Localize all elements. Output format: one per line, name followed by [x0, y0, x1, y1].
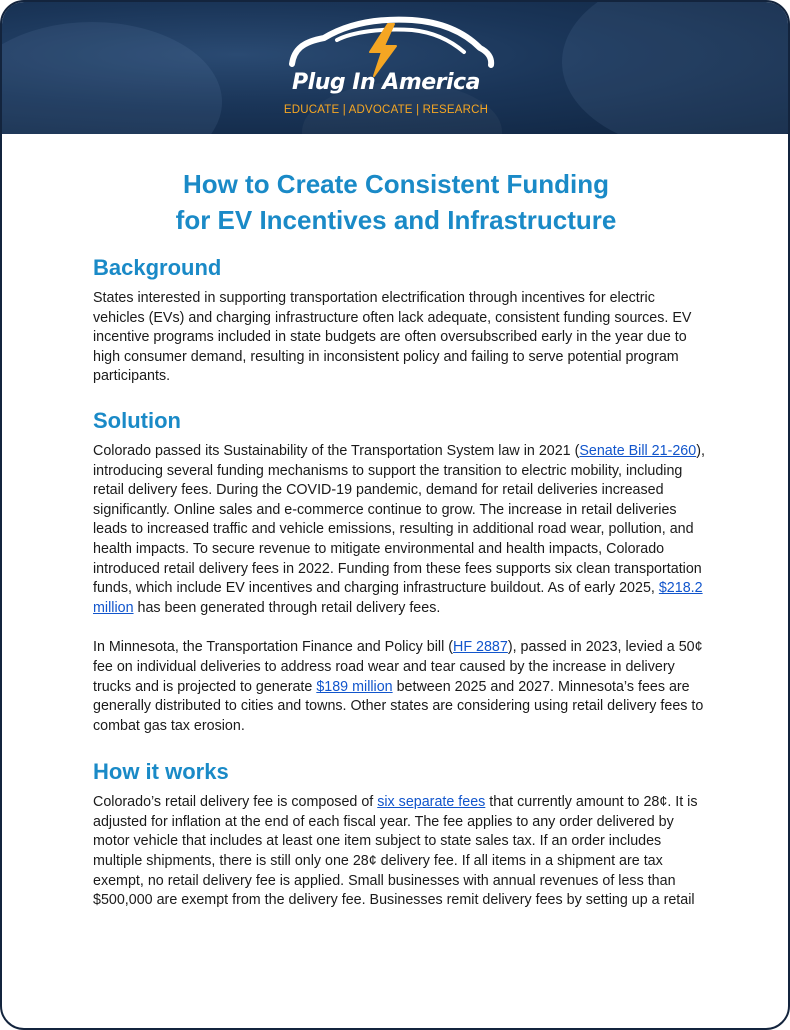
how-it-works-paragraph: [93, 793, 709, 911]
text-run: Colorado passed its Sustainability of the Transportation System law in 2021 (: [93, 442, 580, 459]
minnesota-revenue-link[interactable]: $189 million: [316, 678, 393, 695]
background-heading: Background: [93, 255, 222, 280]
text-run: that currently amount to 28¢. It is adjusted for inflation at the end of each fiscal year. The fee applies to any order delivered by motor vehicle that includes at least one item subject to state sales tax. If an order includes multiple shipments, there is still only one 28¢ delivery fee. If all items in a shipment are tax exempt, no retail delivery fee is applied. Small businesses with annual revenues of less than $500,000 are exempt from the delivery fee. Businesses remit delivery fees by setting up a retail: [93, 794, 698, 909]
background-paragraph: States interested in supporting transportation electrification through incentives for electric vehicles (EVs) and charging infrastructure often lack adequate, consistent funding sources. EV incentive programs included in state budgets are often oversubscribed early in the year due to high consumer demand, resulting in inconsistent policy and failing to serve potential program participants.: [93, 290, 692, 385]
header-banner: [2, 2, 788, 134]
senate-bill-link[interactable]: Senate Bill 21-260: [579, 442, 697, 459]
text-run: In Minnesota, the Transportation Finance and Policy bill (: [93, 639, 453, 656]
title-line-2: for EV Incentives and Infrastructure: [175, 205, 617, 235]
page-title: [93, 166, 699, 238]
text-run: has been generated through retail delivery fees.: [133, 599, 441, 616]
text-run: between 2025 and 2027. Minnesota’s fees are generally distributed to cities and towns. Other states are considering using retail delivery fees to combat gas tax erosion.: [93, 678, 704, 734]
document-body: [93, 166, 709, 911]
solution-paragraph-1: [93, 442, 709, 618]
hf-2887-link[interactable]: HF 2887: [453, 639, 508, 656]
solution-paragraph-2: [93, 638, 709, 736]
brand-name: Plug In America: [292, 70, 480, 95]
title-line-1: How to Create Consistent Funding: [182, 169, 610, 199]
colorado-revenue-link[interactable]: $218.2 million: [93, 580, 703, 616]
text-run: Colorado’s retail delivery fee is composed of: [93, 794, 378, 811]
text-run: ), introducing several funding mechanisms to support the transition to electric mobility, including retail delivery fees. During the COVID-19 pandemic, demand for retail deliveries increased significantly. Online sales and e-commerce continue to grow. The increase in retail deliveries leads to increased traffic and vehicle emissions, resulting in additional road wear, pollution, and health impacts. To secure revenue to mitigate environmental and health impacts, Colorado introduced retail delivery fees in 2022. Funding from these fees supports six clean transportation funds, which include EV incentives and charging infrastructure buildout. As of early 2025,: [93, 442, 705, 597]
how-it-works-heading: How it works: [93, 759, 229, 785]
solution-heading: Solution: [93, 407, 181, 433]
text-run: ), passed in 2023, levied a 50¢ fee on individual deliveries to address road wear and tear caused by the increase in delivery trucks and is projected to generate: [93, 639, 703, 695]
brand-tagline: EDUCATE | ADVOCATE | RESEARCH: [283, 104, 489, 116]
six-separate-fees-link[interactable]: six separate fees: [377, 794, 486, 811]
